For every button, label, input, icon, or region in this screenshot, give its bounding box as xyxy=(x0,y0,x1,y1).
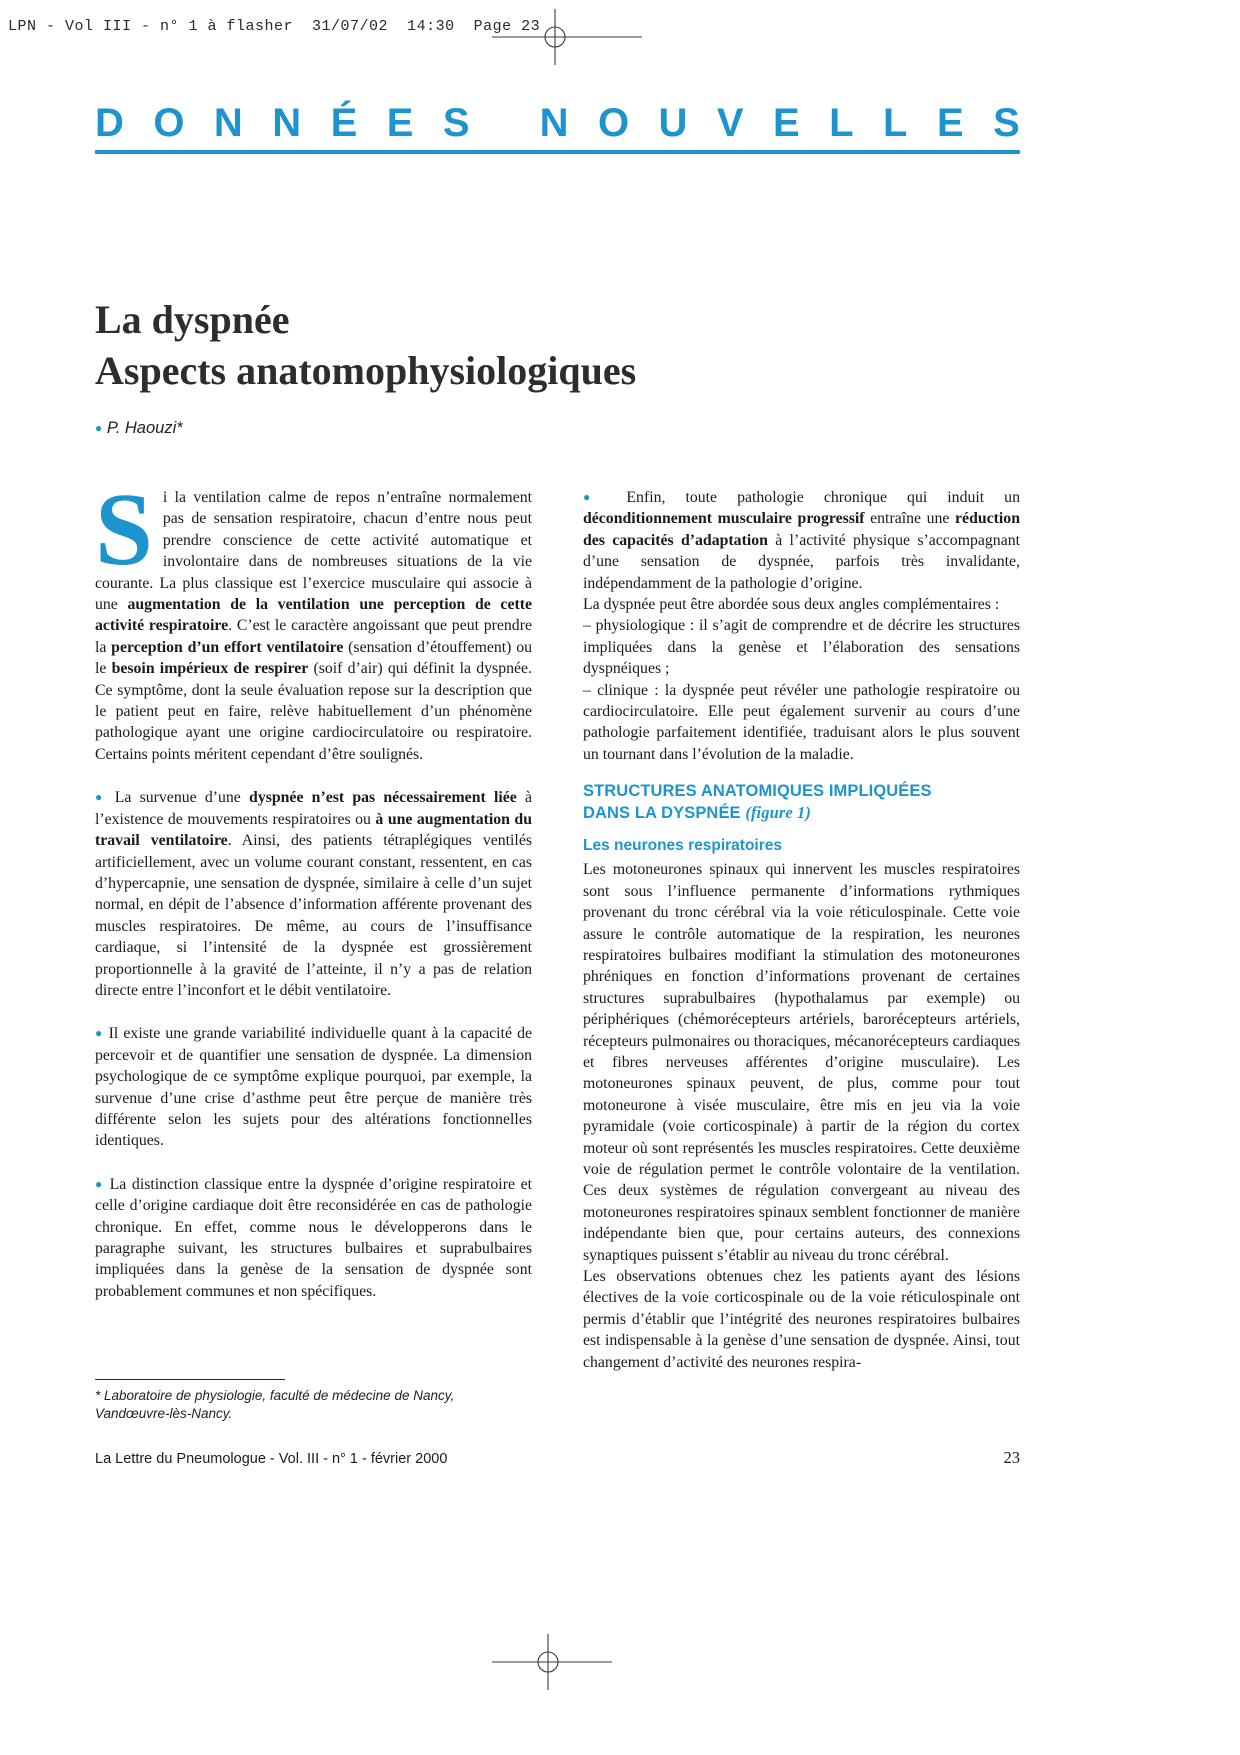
page-footer xyxy=(95,1448,1020,1468)
article-body xyxy=(95,487,1020,1422)
article-title xyxy=(95,294,636,396)
rubric-letter: S xyxy=(993,101,1020,145)
rubric-letter: N xyxy=(213,101,243,145)
paragraph-text: Enfin, toute pathologie chronique qui induit un déconditionnement musculaire progressif entraîne une réduction des capacités d’adaptation à l’activité physique s’accompagnant d’une sensation de dyspnée, parfois très invalidante, indépendamment de la pathologie d’origine. xyxy=(583,489,1020,592)
rubric-letter: N xyxy=(272,101,302,145)
rubric-letter: L xyxy=(829,101,854,145)
rubric-letter: V xyxy=(716,101,744,145)
dash-item: – physiologique : il s’agit de comprendre et de décrire les structures impliquées dans la genèse et l’élaboration des sensations dyspnéiques ; xyxy=(583,617,1020,678)
text-run: besoin impérieux de respirer xyxy=(111,660,309,678)
bullet-icon: ● xyxy=(95,790,107,805)
footnote-text: * Laboratoire de physiologie, faculté de médecine de Nancy, Vandœuvre-lès-Nancy. xyxy=(95,1388,455,1421)
rubric-letter: O xyxy=(597,101,630,145)
rubric-letter: E xyxy=(936,101,964,145)
bullet-paragraph xyxy=(95,1174,532,1302)
rubric-letter: E xyxy=(386,101,414,145)
author-name: P. Haouzi* xyxy=(106,419,183,437)
paragraph-text: La distinction classique entre la dyspnée d’origine respiratoire et celle d’origine cardiaque doit être reconsidérée en cas de pathologie chronique. En effet, comme nous le développerons dans le paragraphe suivant, les structures bulbaires et suprabulbaires impliquées dans la genèse de la sensation de dyspnée sont probablement communes et non spécifiques. xyxy=(95,1175,533,1300)
footnote xyxy=(95,1369,532,1422)
paragraph-text: Il existe une grande variabilité individuelle quant à la capacité de percevoir et de quantifier une sensation de dyspnée. La dimension psychologique de ce symptôme explique pourquoi, par exemple, la survenue d’une crise d’asthme peut être perçue de manière très différente selon les sujets pour des altérations fonctionnelles identiques. xyxy=(95,1025,533,1150)
bullet-icon: ● xyxy=(583,490,607,504)
dropcap-letter: S xyxy=(95,487,153,587)
dash-item: – clinique : la dyspnée peut révéler une pathologie respiratoire ou cardiocirculatoire. Elle peut également survenir au cours d’une pathologie parfaitement identifiée, traduisant alors le plus souvent un tournant dans l’évolution de la maladie. xyxy=(583,681,1020,763)
rubric-letter: L xyxy=(883,101,908,145)
section-heading-line2: DANS LA DYSPNÉE xyxy=(583,804,741,823)
rubric-letter: E xyxy=(773,101,800,145)
figure-reference: (figure 1) xyxy=(745,803,811,823)
rubric-letter: S xyxy=(442,101,470,145)
print-slug: LPN - Vol III - n° 1 à flasher 31/07/02 14:30 Page 23 xyxy=(8,18,541,35)
title-line2: Aspects anatomophysiologiques xyxy=(95,348,637,393)
text-run: réduction des capacités d’adaptation xyxy=(583,510,1020,549)
text-run: dyspnée n’est pas nécessairement liée xyxy=(249,789,517,807)
footnote-rule xyxy=(95,1379,285,1380)
rubric-title xyxy=(95,101,1020,145)
journal-line: La Lettre du Pneumologue - Vol. III - n° 1 - février 2000 xyxy=(95,1451,448,1467)
subsection-heading: Les neurones respiratoires xyxy=(583,837,782,855)
rubric-word-gap xyxy=(499,106,510,140)
rubric-letter: O xyxy=(153,101,185,145)
text-run: à une augmentation du travail ventilatoire xyxy=(95,810,532,850)
registration-mark-top xyxy=(492,9,642,65)
rubric-letter: N xyxy=(539,101,569,145)
paragraph-text: i la ventilation calme de repos n’entraîne normalement pas de sensation respiratoire, chacun d’entre nous peut prendre conscience de cette activité automatique et involontaire dans de nombreuses situations de la vie courante. La plus classique est l’exercice musculaire qui associe à une augmentation de la ventilation une perception de cette activité respiratoire. C’est le caractère angoissant que peut prendre la perception d’un effort ventilatoire (sensation d’étouffement) ou le besoin impérieux de respirer (soif d’air) qui définit la dyspnée. Ce symptôme, dont la seule évaluation repose sur la description que le patient peut en faire, relève habituellement d’un phénomène pathologique ayant une origine cardiocirculatoire ou respiratoire. Certains points méritent cependant d’être soulignés. xyxy=(95,489,532,763)
bullet-icon: ● xyxy=(95,421,103,435)
text-run: déconditionnement musculaire progressif xyxy=(583,510,865,528)
bullet-paragraph xyxy=(95,787,532,1001)
bullet-paragraph xyxy=(95,1023,532,1151)
title-line1: La dyspnée xyxy=(95,297,290,342)
registration-mark-bottom xyxy=(492,1634,612,1690)
bullet-icon: ● xyxy=(95,1026,104,1041)
intro-paragraph xyxy=(95,487,532,765)
page-number: 23 xyxy=(1003,1448,1020,1467)
paragraph: Les motoneurones spinaux qui innervent les muscles respiratoires sont sous l’influence permanente d’informations rythmiques provenant du tronc cérébral via la voie réticulospinale. Cette voie assure le contrôle automatique de la respiration, les neurones respiratoires bulbaires modifiant la stimulation des motoneurones phréniques en fonction d’informations provenant de certaines structures suprabulbaires (hypothalamus par exemple) ou périphériques (chémorécepteurs artériels, barorécepteurs artériels, récepteurs pulmonaires ou thoraciques, mécanorécepteurs cardiaques et fibres nerveuses afférentes d’origine musculaire). Les motoneurones spinaux peuvent, de plus, comme pour tout motoneurone à visée musculaire, être mis en jeu via la voie pyramidale (voie corticospinale) à partir de la région du cortex moteur où sont représentés les muscles respiratoires. Cette deuxième voie de régulation permet le contrôle volontaire de la ventilation. Ces deux systèmes de régulation convergeant au niveau des motoneurones respiratoires spinaux semblent fonctionner de manière indépendante bien que, pour certains auteurs, des connexions synaptiques puissent s’établir au niveau du tronc cérébral. xyxy=(583,861,1020,1264)
rubric-letter: D xyxy=(95,101,124,145)
author-line xyxy=(95,419,183,438)
rubric-letter: U xyxy=(658,101,688,145)
rubric-header xyxy=(95,101,1020,154)
right-column xyxy=(583,487,1020,1422)
section-heading xyxy=(583,781,1020,824)
text-run: augmentation de la ventilation une perception de cette activité respiratoire xyxy=(95,596,532,635)
section-heading-line1: STRUCTURES ANATOMIQUES IMPLIQUÉES xyxy=(583,782,932,801)
rubric-letter: É xyxy=(330,101,358,145)
paragraph-text: La survenue d’une dyspnée n’est pas nécessairement liée à l’existence de mouvements respiratoires ou à une augmentation du travail ventilatoire. Ainsi, des patients tétraplégiques ventilés artificiellement, avec un volume courant constant, ressentent, en cas d’hypercapnie, une sensation de dyspnée, similaire à celle d’un sujet normal, en dépit de l’absence d’information afférente provenant des muscles respiratoires. De même, au cours de l’insuffisance cardiaque, si l’intensité de la dyspnée est grossièrement proportionnelle à la gravité de l’atteinte, il n’y a pas de relation directe entre l’inconfort et le débit ventilatoire. xyxy=(95,789,532,999)
text-run: perception d’un effort ventilatoire xyxy=(111,638,344,656)
bullet-icon: ● xyxy=(95,1176,104,1191)
bullet-paragraph xyxy=(583,487,1020,594)
paragraph: La dyspnée peut être abordée sous deux angles complémentaires : xyxy=(583,596,1000,614)
left-column xyxy=(95,487,532,1422)
paragraph: Les observations obtenues chez les patients ayant des lésions électives de la voie corticospinale ou de la voie réticulospinale ont permis d’établir que l’intégrité des neurones respiratoires bulbaires est indispensable à la genèse d’une sensation de dyspnée. Ainsi, tout changement d’activité des neurones respira- xyxy=(583,1268,1020,1371)
